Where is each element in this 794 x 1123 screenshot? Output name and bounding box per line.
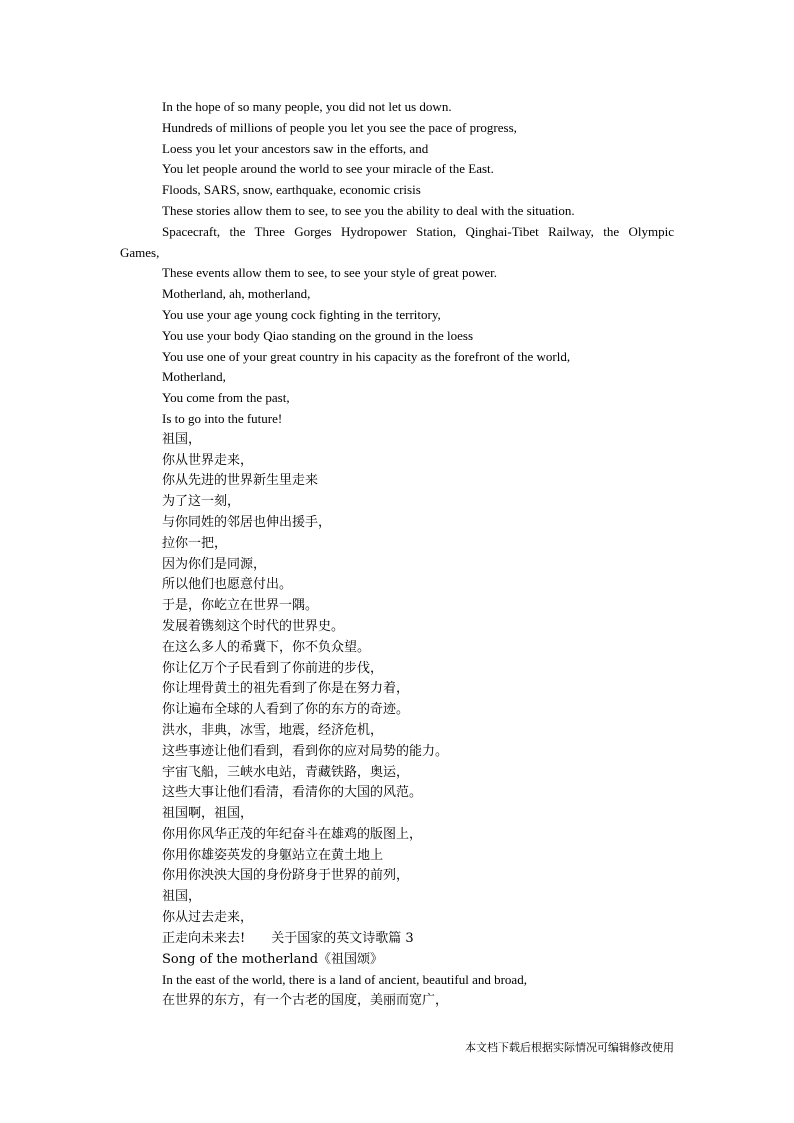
text-line: 这些大事让他们看清，看清你的大国的风范。 [162, 785, 423, 801]
text-line: Hundreds of millions of people you let you see the pace of progress, [162, 119, 517, 135]
text-line: 所以他们也愿意付出。 [162, 577, 293, 593]
text-line: 你从世界走来， [162, 452, 254, 468]
text-line: 你从先进的世界新生里走来 [162, 473, 319, 489]
footer-note: 本文档下载后根据实际情况可编辑修改使用 [465, 1041, 674, 1054]
text-line: You use your body Qiao standing on the ground in the loess [162, 327, 474, 343]
text-line: These stories allow them to see, to see you the ability to deal with the situation. [162, 202, 575, 218]
text-line: 在这么多人的希冀下，你不负众望。 [162, 639, 371, 655]
text-line: You come from the past, [162, 390, 290, 406]
text-line: 正走向未来去! [162, 930, 246, 946]
text-line: 你让遍布全球的人看到了你的东方的奇迹。 [162, 702, 410, 718]
text-line: 你用你雄姿英发的身躯站立在黄土地上 [162, 847, 384, 863]
text-line: 这些事迹让他们看到，看到你的应对局势的能力。 [162, 743, 449, 759]
text-line: 你让亿万个子民看到了你前进的步伐， [162, 660, 384, 676]
text-line: 洪水，非典，冰雪，地震，经济危机， [162, 722, 384, 738]
document-body [120, 97, 674, 1012]
poem-title: Song of the motherland《祖国颂》 [162, 951, 384, 967]
text-line: You let people around the world to see your miracle of the East. [162, 161, 494, 177]
text-line: You use your age young cock fighting in the territory, [162, 306, 441, 322]
text-line: 与你同姓的邻居也伸出援手， [162, 514, 332, 530]
text-line: 发展着镌刻这个时代的世界史。 [162, 618, 345, 634]
text-line: You use one of your great country in his capacity as the forefront of the world, [162, 348, 571, 364]
text-line: Motherland, ah, motherland, [162, 286, 311, 302]
text-line: 你从过去走来， [162, 910, 254, 926]
text-line-continuation: Games, [120, 244, 160, 260]
section-heading: 关于国家的英文诗歌篇 3 [271, 930, 414, 946]
text-line: In the east of the world, there is a land of ancient, beautiful and broad, [162, 972, 527, 988]
text-line: Spacecraft, the Three Gorges Hydropower Station, Qinghai-Tibet Railway, the Olympic [162, 223, 674, 239]
text-line: Is to go into the future! [162, 410, 283, 426]
text-line: 在世界的东方，有一个古老的国度，美丽而宽广， [162, 993, 449, 1009]
text-line: These events allow them to see, to see your style of great power. [162, 265, 498, 281]
text-line: 拉你一把， [162, 535, 228, 551]
text-line: 你让埋骨黄土的祖先看到了你是在努力着， [162, 681, 410, 697]
text-line: Loess you let your ancestors saw in the efforts, and [162, 140, 429, 156]
text-line: 于是，你屹立在世界一隅。 [162, 598, 319, 614]
text-line: 你用你泱泱大国的身份跻身于世界的前列， [162, 868, 410, 884]
text-line: 因为你们是同源， [162, 556, 267, 572]
text-line: 祖国啊，祖国， [162, 806, 254, 822]
text-line: Floods, SARS, snow, earthquake, economic crisis [162, 182, 421, 198]
text-line: 为了这一刻， [162, 494, 241, 510]
text-line: 祖国， [162, 889, 202, 905]
text-line: 你用你风华正茂的年纪奋斗在雄鸡的版图上， [162, 826, 423, 842]
text-line: 宇宙飞船，三峡水电站，青藏铁路，奥运， [162, 764, 410, 780]
text-line: 祖国， [162, 431, 202, 447]
text-line: In the hope of so many people, you did not let us down. [162, 99, 452, 114]
text-line: Motherland, [162, 369, 226, 385]
text-line-with-heading [120, 929, 674, 950]
